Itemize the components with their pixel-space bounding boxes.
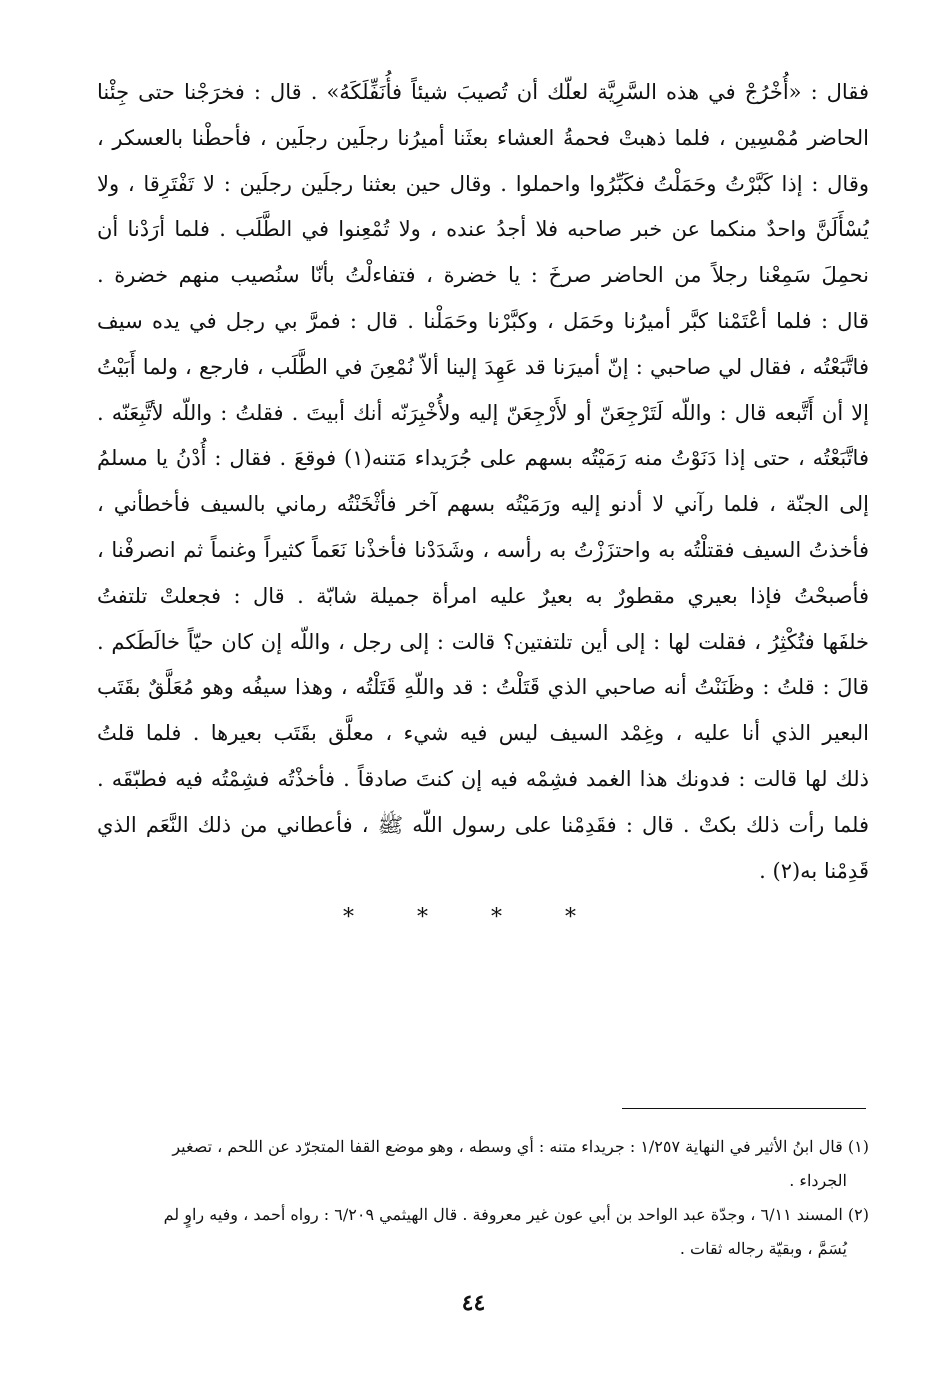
text-line: قَدِمْنا به(٢) . <box>759 858 869 883</box>
footnote-rule <box>622 1108 866 1109</box>
text-line: البعير الذي أنا عليه ، وغِمْد السيف ليس فيه شيء ، معلَّق بقَتَب بعيرها . فلما قلتُ <box>97 721 869 746</box>
text-line: الحاضر مُمْسِين ، فلما ذهبتْ فحمةُ العشاء بعثَنا أميرُنا رجلَين رجلَين ، فأحطْنا بالعسكر ، <box>97 125 869 150</box>
footnote-text: (٢) المسند ٦/١١ ، وجدّة عبد الواحد بن أبي عون غير معروفة . قال الهيثمي ٦/٢٠٩ : رواه أحمد ، وفيه راوٍ لم <box>163 1205 869 1224</box>
footnote-1 <box>97 1130 869 1198</box>
text-line: فأصبحْتُ فإذا بعيري مقطورٌ به بعيرٌ عليه امرأة جميلة شابّة . قال : فجعلتْ تلتفتُ <box>97 583 869 608</box>
text-line: إلى الجنّة ، فلما رآني لا أدنو إليه ورَمَيْتُه بسهم آخر فأثْخَنْتُه رماني بالسيف فأخطأني ، <box>97 492 869 517</box>
footnote-continuation: الجرداء . <box>789 1171 847 1190</box>
text-line: فاتَّبَعْتُه ، حتى إذا دَنَوْتُ منه رَمَيْتُه بسهم على جُرَيداء مَتنه(١) فوقعَ . فقال : أُدْنُ يا مسلمُ <box>97 446 869 471</box>
main-text <box>97 70 869 894</box>
text-line: فاتَّبَعْتُه ، فقال لي صاحبي : إنّ أميرَنا قد عَهِدَ إلينا ألاّ نُمْعِنَ في الطَّلَب ، فارجع ، ولما أَبَيْتُ <box>97 354 869 379</box>
footnote-text: (١) قال ابنُ الأثير في النهاية ١/٢٥٧ : جريداء متنه : أي وسطه ، وهو موضع القفا المتجرّد عن اللحم ، تصغير <box>172 1137 869 1156</box>
footnote-2 <box>97 1198 869 1266</box>
section-separator: * * * * <box>343 905 604 930</box>
text-line: خلفَها فتُكْثِرُ ، فقلت لها : إلى أين تلتفتين؟ قالت : إلى رجل ، واللّه إن كان حيّاً خالَطَكم . <box>97 629 869 654</box>
text-line: قال : فلما أعْتَمْنا كبَّر أميرُنا وحَمَل ، وكبَّرْنا وحَمَلْنا . قال : فمرَّ بي رجل في يده سيف <box>97 308 869 333</box>
text-line: وقال : إذا كَبَّرْتُ وحَمَلْتُ فكَبِّرُوا واحملوا . وقال حين بعثنا رجلَين رجلَين : لا تَفْتَرِقا ، ولا <box>97 171 869 196</box>
footnote-continuation: يُسَمَّ ، وبقيّة رجاله ثقات . <box>679 1239 847 1258</box>
page-number: ٤٤ <box>461 1290 486 1316</box>
text-line: فلما رأت ذلك بكتْ . قال : فقَدِمْنا على رسول اللّه ﷺ ، فأعطاني من ذلك النَّعَم الذي <box>97 812 869 837</box>
text-line: إلا أن أَتَّبعه قال : واللّه لَتَرْجِعَنّ أو لأَرْجِعَنّ إليه ولأُخْبِرَنّه أنك أبيتَ . فقلتُ : واللّه لأتَّبِعَنّه . <box>97 400 869 425</box>
text-line: يُسْأَلَنَّ واحدٌ منكما عن خبر صاحبه فلا أجدُ عنده ، ولا تُمْعِنوا في الطَّلَب . فلما أرَدْنا أن <box>97 217 869 242</box>
text-line: نحمِلَ سَمِعْنا رجلاً من الحاضر صرخَ : يا خضرة ، فتفاءلْتُ بأنّا سنُصيب منهم خضرة . <box>97 263 869 288</box>
text-line: فقال : «أُخْرُجْ في هذه السَّرِيَّة لعلّك أن تُصيبَ شيئاً فأُنَفِّلَكَهُ» . قال : فخرَجْنا حتى جِئْنا <box>97 80 869 104</box>
text-line: فأخذتُ السيف فقتلْتُه به واحتزَزْتُ به رأسه ، وشَدَدْنا فأخذْنا نَعَماً كثيراً وغنماً ثم انصرفْنا ، <box>97 537 869 562</box>
footnotes <box>97 1130 869 1266</box>
text-line: ذلك لها قالت : فدونك هذا الغمد فشِمْه فيه إن كنتَ صادقاً . فأخذْتُه فشِمْتُه فيه فطبّقَه . <box>97 766 869 791</box>
text-line: قالَ : قلتُ : وظَنَنْتُ أنه صاحبي الذي قَتَلْتُ : قد واللّهِ قَتَلْتُه ، وهذا سيفُه وهو مُعَلَّقٌ بقَتَب <box>97 675 869 700</box>
